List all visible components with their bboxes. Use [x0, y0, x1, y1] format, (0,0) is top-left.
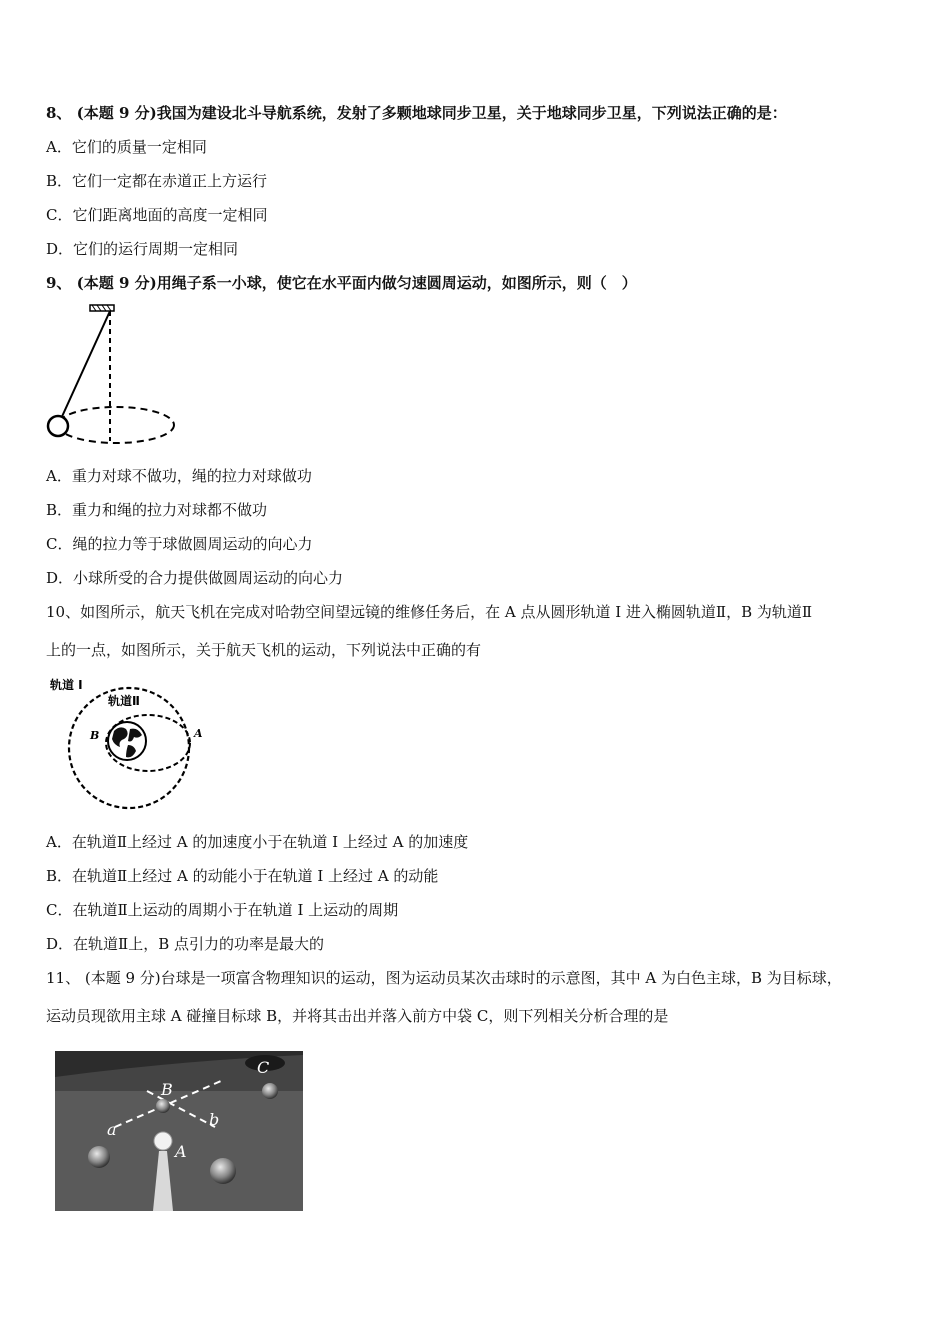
- q11-stem-line1: 11、 (本题 9 分)台球是一项富含物理知识的运动，图为运动员某次击球时的示意图，其中 A 为白色主球，B 为目标球，: [46, 969, 842, 987]
- q9-option-a: A．重力对球不做功，绳的拉力对球做功: [46, 467, 312, 485]
- label-small-a: a: [107, 1120, 117, 1139]
- ball: [48, 416, 68, 436]
- q9-pendulum-figure: [44, 303, 184, 448]
- ball-far: [262, 1083, 278, 1099]
- q10-option-a: A．在轨道Ⅱ上经过 A 的加速度小于在轨道 I 上经过 A 的加速度: [46, 833, 469, 851]
- label-a: A: [175, 1142, 187, 1161]
- rope: [60, 311, 110, 421]
- q8-option-d: D．它们的运行周期一定相同: [46, 240, 239, 258]
- q8-option-c: C．它们距离地面的高度一定相同: [46, 206, 268, 224]
- q8-stem: 8、 (本题 9 分)我国为建设北斗导航系统，发射了多颗地球同步卫星，关于地球同步卫星，下列说法正确的是：: [46, 104, 787, 122]
- q8-option-b: B．它们一定都在赤道正上方运行: [46, 172, 268, 190]
- q8-option-a: A．它们的质量一定相同: [46, 138, 207, 156]
- circular-path: [58, 407, 174, 443]
- q9-option-c: C．绳的拉力等于球做圆周运动的向心力: [46, 535, 313, 553]
- q10-option-c: C．在轨道Ⅱ上运动的周期小于在轨道 I 上运动的周期: [46, 901, 399, 919]
- label-c: C: [257, 1058, 270, 1077]
- label-small-b: b: [209, 1110, 220, 1129]
- q11-billiards-photo: [55, 1051, 303, 1211]
- orbit2-label: 轨道Ⅱ: [108, 694, 140, 708]
- point-b-label: B: [90, 729, 100, 742]
- q10-option-d: D．在轨道Ⅱ上，B 点引力的功率是最大的: [46, 935, 325, 953]
- q11-stem-line2: 运动员现欲用主球 A 碰撞目标球 B，并将其击出并落入前方中袋 C，则下列相关分析合理的是: [46, 1007, 669, 1025]
- cue-ball-a: [154, 1132, 172, 1150]
- q10-option-b: B．在轨道Ⅱ上经过 A 的动能小于在轨道 I 上经过 A 的动能: [46, 867, 439, 885]
- point-a-label: A: [194, 727, 203, 740]
- orbit1-label: 轨道 I: [50, 678, 83, 692]
- ball-right: [210, 1158, 236, 1184]
- ball-left: [88, 1146, 110, 1168]
- q10-stem-line1: 10、如图所示，航天飞机在完成对哈勃空间望远镜的维修任务后，在 A 点从圆形轨道 I 进入椭圆轨道Ⅱ，B 为轨道Ⅱ: [46, 603, 813, 621]
- q9-option-d: D．小球所受的合力提供做圆周运动的向心力: [46, 569, 344, 587]
- label-b: B: [161, 1080, 173, 1099]
- q9-option-b: B．重力和绳的拉力对球都不做功: [46, 501, 268, 519]
- target-ball-b: [156, 1099, 170, 1113]
- q10-orbit-figure: [44, 673, 214, 813]
- q9-stem: 9、 (本题 9 分)用绳子系一小球，使它在水平面内做匀速圆周运动，如图所示，则（ ）: [46, 274, 637, 292]
- q10-stem-line2: 上的一点，如图所示，关于航天飞机的运动，下列说法中正确的有: [46, 641, 482, 659]
